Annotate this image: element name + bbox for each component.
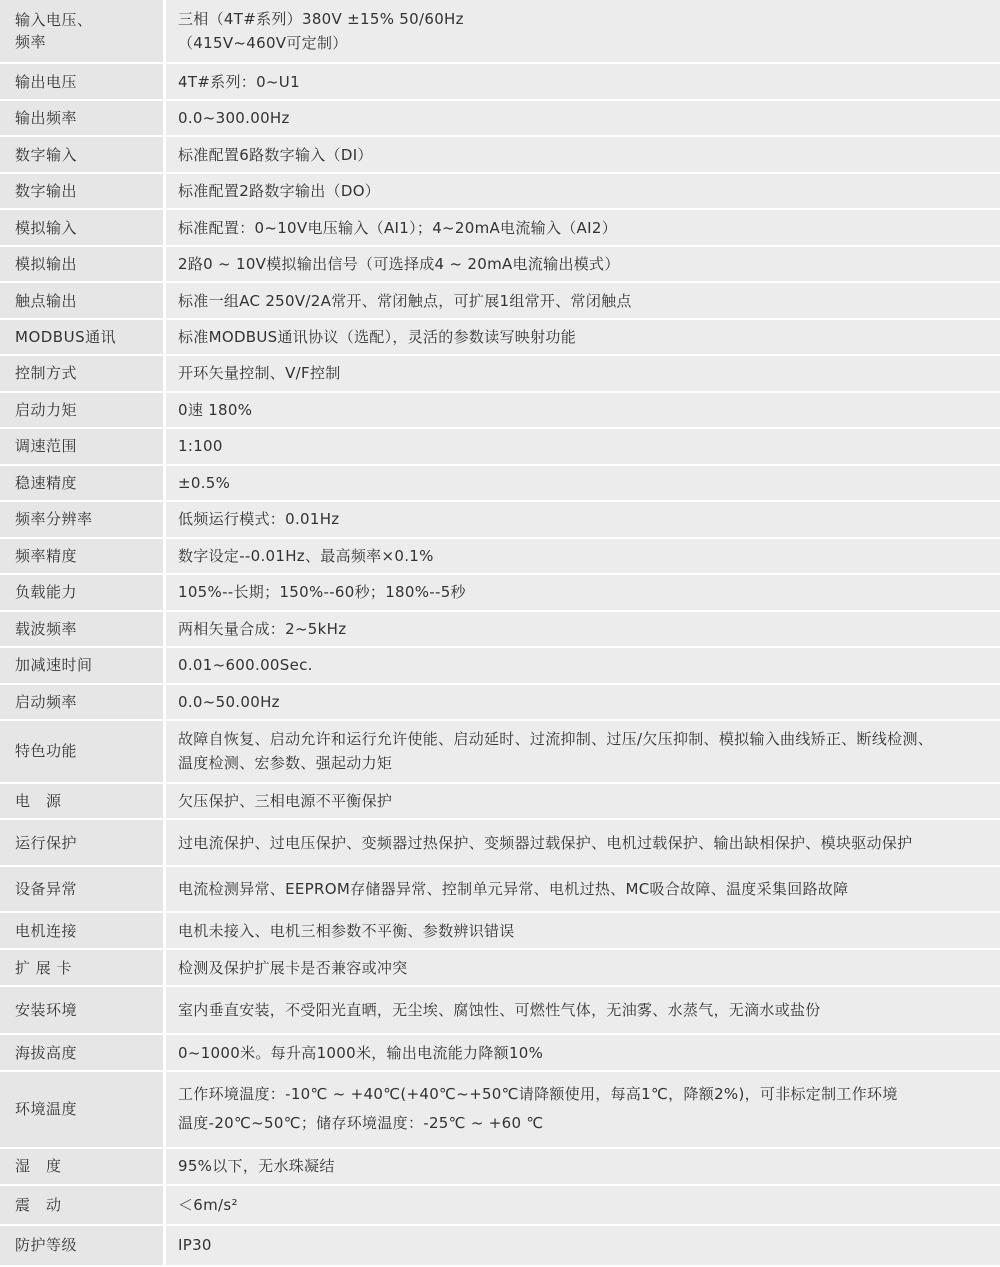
spec-row <box>0 320 1000 356</box>
spec-label-text: 震 动 <box>15 1195 62 1214</box>
spec-value <box>166 1035 1000 1072</box>
spec-row <box>0 539 1000 575</box>
spec-value-line: 标准配置2路数字输出（DO） <box>178 182 381 201</box>
spec-label <box>0 575 166 612</box>
spec-label-text: 载波频率 <box>15 619 78 638</box>
spec-value-line: 0.01~600.00Sec. <box>178 656 313 675</box>
spec-value <box>166 0 1000 64</box>
spec-label <box>0 784 166 820</box>
spec-label <box>0 502 166 539</box>
spec-label-text: 数字输出 <box>15 182 78 201</box>
spec-value <box>166 247 1000 283</box>
spec-label-text: 运行保护 <box>15 833 78 852</box>
spec-value-line: 0.0~300.00Hz <box>178 109 290 128</box>
spec-value-line: 0速 180% <box>178 400 253 419</box>
spec-label-text: 模拟输入 <box>15 218 78 237</box>
spec-value <box>166 174 1000 210</box>
spec-label-text: 启动力矩 <box>15 400 78 419</box>
spec-row <box>0 210 1000 247</box>
spec-row <box>0 913 1000 950</box>
spec-value <box>166 356 1000 392</box>
spec-label <box>0 987 166 1035</box>
spec-label <box>0 101 166 137</box>
spec-row <box>0 429 1000 466</box>
spec-value <box>166 867 1000 913</box>
spec-value-line: 2路0 ~ 10V模拟输出信号（可选择成4 ~ 20mA电流输出模式） <box>178 255 620 274</box>
spec-row <box>0 393 1000 429</box>
spec-value <box>166 429 1000 466</box>
spec-label-text: 负载能力 <box>15 583 78 602</box>
spec-label <box>0 721 166 784</box>
spec-label <box>0 429 166 466</box>
spec-label-text: 输出电压 <box>15 72 78 91</box>
spec-label <box>0 393 166 429</box>
spec-row <box>0 1226 1000 1267</box>
spec-row <box>0 502 1000 539</box>
spec-value-line: 过电流保护、过电压保护、变频器过热保护、变频器过载保护、电机过载保护、输出缺相保护、模块驱动保护 <box>178 833 913 852</box>
spec-row <box>0 721 1000 784</box>
spec-row <box>0 685 1000 721</box>
spec-label <box>0 1149 166 1186</box>
spec-value-line: IP30 <box>178 1236 212 1255</box>
spec-row <box>0 283 1000 320</box>
spec-value <box>166 320 1000 356</box>
spec-value-line: 检测及保护扩展卡是否兼容或冲突 <box>178 958 408 977</box>
spec-label-text: 湿 度 <box>15 1157 62 1176</box>
spec-value-line: ＜6m/s² <box>178 1195 238 1214</box>
spec-row <box>0 101 1000 137</box>
spec-label <box>0 612 166 648</box>
spec-value <box>166 1226 1000 1267</box>
spec-value <box>166 721 1000 784</box>
spec-value <box>166 575 1000 612</box>
spec-label <box>0 466 166 502</box>
spec-row <box>0 174 1000 210</box>
spec-label-text: 安装环境 <box>15 1001 78 1020</box>
spec-label <box>0 0 166 64</box>
spec-value-line: ±0.5% <box>178 473 231 492</box>
spec-label <box>0 648 166 685</box>
spec-label <box>0 1186 166 1226</box>
spec-value-line: （415V~460V可定制） <box>178 34 348 53</box>
spec-label-text: 加减速时间 <box>15 656 93 675</box>
spec-value <box>166 648 1000 685</box>
spec-row <box>0 987 1000 1035</box>
spec-label-text: 海拔高度 <box>15 1043 78 1062</box>
spec-label <box>0 137 166 174</box>
spec-label-text: MODBUS通讯 <box>15 328 117 347</box>
spec-row <box>0 0 1000 64</box>
spec-label <box>0 64 166 101</box>
spec-value-line: 1:100 <box>178 437 223 456</box>
spec-value <box>166 64 1000 101</box>
spec-value-line: 温度检测、宏参数、强起动力矩 <box>178 754 393 773</box>
spec-value <box>166 283 1000 320</box>
spec-value-line: 0.0~50.00Hz <box>178 692 280 711</box>
spec-row <box>0 867 1000 913</box>
spec-value-line: 欠压保护、三相电源不平衡保护 <box>178 792 393 811</box>
spec-value <box>166 393 1000 429</box>
spec-label <box>0 247 166 283</box>
spec-value <box>166 1072 1000 1148</box>
spec-value <box>166 101 1000 137</box>
spec-label-text: 启动频率 <box>15 692 78 711</box>
spec-label-text: 控制方式 <box>15 364 78 383</box>
spec-value-line: 105%--长期；150%--60秒；180%--5秒 <box>178 583 466 602</box>
spec-value <box>166 820 1000 867</box>
spec-value <box>166 987 1000 1035</box>
spec-label-text: 稳速精度 <box>15 473 78 492</box>
spec-row <box>0 612 1000 648</box>
spec-label <box>0 1226 166 1267</box>
spec-row <box>0 1149 1000 1186</box>
spec-label-text: 扩 展 卡 <box>15 958 73 977</box>
spec-label <box>0 1072 166 1148</box>
spec-value <box>166 612 1000 648</box>
spec-label <box>0 820 166 867</box>
spec-row <box>0 1186 1000 1226</box>
spec-label-text: 特色功能 <box>15 742 78 761</box>
spec-label-text: 电 源 <box>15 792 62 811</box>
spec-row <box>0 1035 1000 1072</box>
spec-label <box>0 867 166 913</box>
spec-value-line: 标准一组AC 250V/2A常开、常闭触点，可扩展1组常开、常闭触点 <box>178 291 632 310</box>
spec-row <box>0 575 1000 612</box>
spec-value-line: 开环矢量控制、V/F控制 <box>178 364 341 383</box>
spec-label-text: 输出频率 <box>15 109 78 128</box>
spec-label-text: 频率分辨率 <box>15 510 93 529</box>
spec-label-text: 频率精度 <box>15 546 78 565</box>
spec-label <box>0 950 166 987</box>
spec-label-text: 调速范围 <box>15 437 78 456</box>
spec-value-line: 0~1000米。每升高1000米，输出电流能力降额10% <box>178 1043 544 1062</box>
spec-label <box>0 320 166 356</box>
spec-row <box>0 784 1000 820</box>
spec-label <box>0 1035 166 1072</box>
spec-value-line: 标准配置6路数字输入（DI） <box>178 145 373 164</box>
spec-label-text: 数字输入 <box>15 145 78 164</box>
spec-label-text: 频率 <box>15 33 47 52</box>
spec-label <box>0 356 166 392</box>
spec-label <box>0 174 166 210</box>
spec-value <box>166 210 1000 247</box>
spec-label <box>0 539 166 575</box>
spec-label <box>0 685 166 721</box>
spec-row <box>0 1072 1000 1148</box>
spec-value <box>166 137 1000 174</box>
spec-value-line: 4T#系列：0~U1 <box>178 72 300 91</box>
spec-label <box>0 913 166 950</box>
spec-value-line: 低频运行模式：0.01Hz <box>178 510 340 529</box>
spec-value <box>166 685 1000 721</box>
spec-value-line: 电机未接入、电机三相参数不平衡、参数辨识错误 <box>178 921 515 940</box>
spec-row <box>0 64 1000 101</box>
spec-label-text: 环境温度 <box>15 1100 78 1119</box>
spec-label <box>0 210 166 247</box>
spec-value <box>166 950 1000 987</box>
spec-value <box>166 913 1000 950</box>
spec-value <box>166 539 1000 575</box>
spec-value-line: 标准配置：0~10V电压输入（AI1）；4~20mA电流输入（AI2） <box>178 218 617 237</box>
spec-label-text: 模拟输出 <box>15 255 78 274</box>
spec-label <box>0 283 166 320</box>
spec-label-text: 防护等级 <box>15 1236 78 1255</box>
spec-row <box>0 356 1000 392</box>
spec-value-line: 故障自恢复、启动允许和运行允许使能、启动延时、过流抑制、过压/欠压抑制、模拟输入曲线矫正、断线检测、 <box>178 730 934 749</box>
spec-value-line: 两相矢量合成：2~5kHz <box>178 619 347 638</box>
spec-label-text: 触点输出 <box>15 291 78 310</box>
spec-row <box>0 820 1000 867</box>
spec-value-line: 标准MODBUS通讯协议（选配），灵活的参数读写映射功能 <box>178 328 576 347</box>
spec-value-line: 数字设定--0.01Hz、最高频率×0.1% <box>178 546 434 565</box>
spec-row <box>0 137 1000 174</box>
spec-value-line: 工作环境温度：-10℃ ~ +40℃(+40℃~+50℃请降额使用，每高1℃，降额2%)，可非标定制工作环境 <box>178 1085 898 1104</box>
spec-value <box>166 1149 1000 1186</box>
spec-row <box>0 466 1000 502</box>
spec-value <box>166 784 1000 820</box>
spec-value-line: 95%以下，无水珠凝结 <box>178 1157 335 1176</box>
spec-row <box>0 950 1000 987</box>
spec-label-text: 电机连接 <box>15 921 78 940</box>
spec-value <box>166 466 1000 502</box>
spec-label-text: 设备异常 <box>15 880 78 899</box>
spec-value <box>166 1186 1000 1226</box>
spec-value-line: 电流检测异常、EEPROM存储器异常、控制单元异常、电机过热、MC吸合故障、温度采集回路故障 <box>178 880 849 899</box>
spec-value <box>166 502 1000 539</box>
spec-value-line: 温度-20℃~50℃；储存环境温度：-25℃ ~ +60 ℃ <box>178 1114 544 1133</box>
spec-label-text: 输入电压、 <box>15 11 93 30</box>
spec-value-line: 三相（4T#系列）380V ±15% 50/60Hz <box>178 10 464 29</box>
spec-value-line: 室内垂直安装，不受阳光直晒，无尘埃、腐蚀性、可燃性气体，无油雾、水蒸气，无滴水或盐份 <box>178 1001 821 1020</box>
spec-row <box>0 648 1000 685</box>
spec-row <box>0 247 1000 283</box>
